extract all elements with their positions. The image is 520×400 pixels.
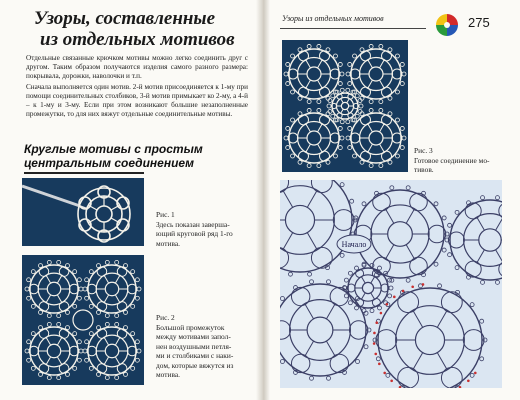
lace-motif [284, 108, 344, 167]
diagram-red-dot [373, 332, 376, 335]
intro-paragraph-1: Отдельные связанные крючком мотивы можно легко соединить друг с другом. Таким образом получаются изделия самого разного размера: покрывала, дорожки, наволочки и т.п. [26, 54, 248, 81]
center-filler-motif [73, 310, 93, 330]
diagram-center-motif [343, 263, 393, 312]
figure-3-photo [282, 40, 408, 172]
motif-with-hook-illustration [22, 178, 144, 246]
section-title-line2: центральным соединением [24, 156, 194, 170]
running-head: Узоры из отдельных мотивов [282, 14, 384, 23]
figure-1-text-2: ющий круговой ряд 1-го [156, 229, 233, 238]
diagram-motif [373, 284, 487, 388]
diagram-red-dot [386, 303, 389, 306]
diagram-red-dot [390, 380, 393, 383]
figure-1-text-3: мотива. [156, 238, 180, 248]
lace-motif [25, 260, 83, 317]
lace-motif [83, 260, 141, 317]
diagram-red-dot [474, 372, 477, 375]
joined-motifs-illustration [282, 40, 408, 172]
figure-2-text-4: ми и столбиками с наки- [156, 351, 234, 360]
start-label: Начало [341, 240, 367, 249]
lace-motif [83, 322, 141, 379]
diagram-red-dot [411, 285, 414, 288]
figure-2-photo [22, 255, 144, 385]
figure-1-text-1: Здесь показан заверша- [156, 219, 230, 229]
section-title [24, 142, 224, 170]
diagram-red-dot [393, 296, 396, 299]
figure-3-caption [414, 146, 504, 175]
diagram-red-dot [378, 363, 381, 366]
color-wheel-logo-icon [436, 14, 458, 36]
diagram-red-dot [373, 342, 376, 345]
figure-2-label: Рис. 2 [156, 313, 175, 322]
crochet-diagram [280, 180, 502, 388]
running-head-rule [280, 28, 426, 29]
chapter-title-line1: Узоры, составленные [34, 8, 216, 29]
figure-2-caption [156, 313, 246, 380]
figure-3-text-2: тивов. [414, 165, 434, 174]
lace-motif [25, 322, 83, 379]
figure-1-caption [156, 210, 246, 248]
figure-2-text-6: мотива. [156, 370, 180, 379]
diagram-motif [445, 196, 502, 285]
book-gutter [256, 0, 270, 400]
center-filler-motif [327, 88, 363, 124]
figure-2-text-3: нен воздушными петля- [156, 341, 232, 351]
diagram-red-dot [402, 290, 405, 293]
figure-3-text-1: Готовое соединение мо- [414, 155, 490, 165]
section-underline [24, 172, 144, 174]
figure-3-label: Рис. 3 [414, 146, 433, 155]
figure-2-text-2: между мотивами запол- [156, 332, 231, 341]
lace-motif [284, 44, 344, 103]
section-title-line1: Круглые мотивы с простым [24, 142, 203, 156]
figure-2-text-1: Большой промежуток [156, 322, 225, 332]
crochet-chart-drawing [280, 180, 502, 388]
four-motifs-illustration [22, 255, 144, 385]
diagram-red-dot [374, 353, 377, 356]
chapter-title-line2: из отдельных мотивов [40, 29, 235, 50]
diagram-motif [280, 180, 357, 276]
start-label-group [337, 235, 371, 253]
diagram-red-dot [375, 321, 378, 324]
diagram-red-dot [380, 312, 383, 315]
chapter-title [34, 8, 244, 50]
intro-paragraph-2: Сначала выполняется один мотив. 2-й мотив присоединяется к 1-му при помощи соединительных столбиков, 3-й мотив примыкает ко 2-му, а 4-й – к 1-му и 3-му. Если при этом возникают большие незаполненные промежутки, то для них вяжут отдельные соединительные мотивы. [26, 82, 248, 119]
lace-motif [346, 108, 406, 167]
figure-1-photo [22, 178, 144, 246]
intro-text [26, 54, 248, 120]
page-number: 275 [468, 15, 490, 30]
figure-1-label: Рис. 1 [156, 210, 175, 219]
diagram-red-dot [422, 283, 425, 286]
diagram-red-dot [383, 372, 386, 375]
figure-2-text-5: дом, которые вяжутся из [156, 360, 234, 370]
lace-motif [346, 44, 406, 103]
diagram-red-dot [467, 380, 470, 383]
